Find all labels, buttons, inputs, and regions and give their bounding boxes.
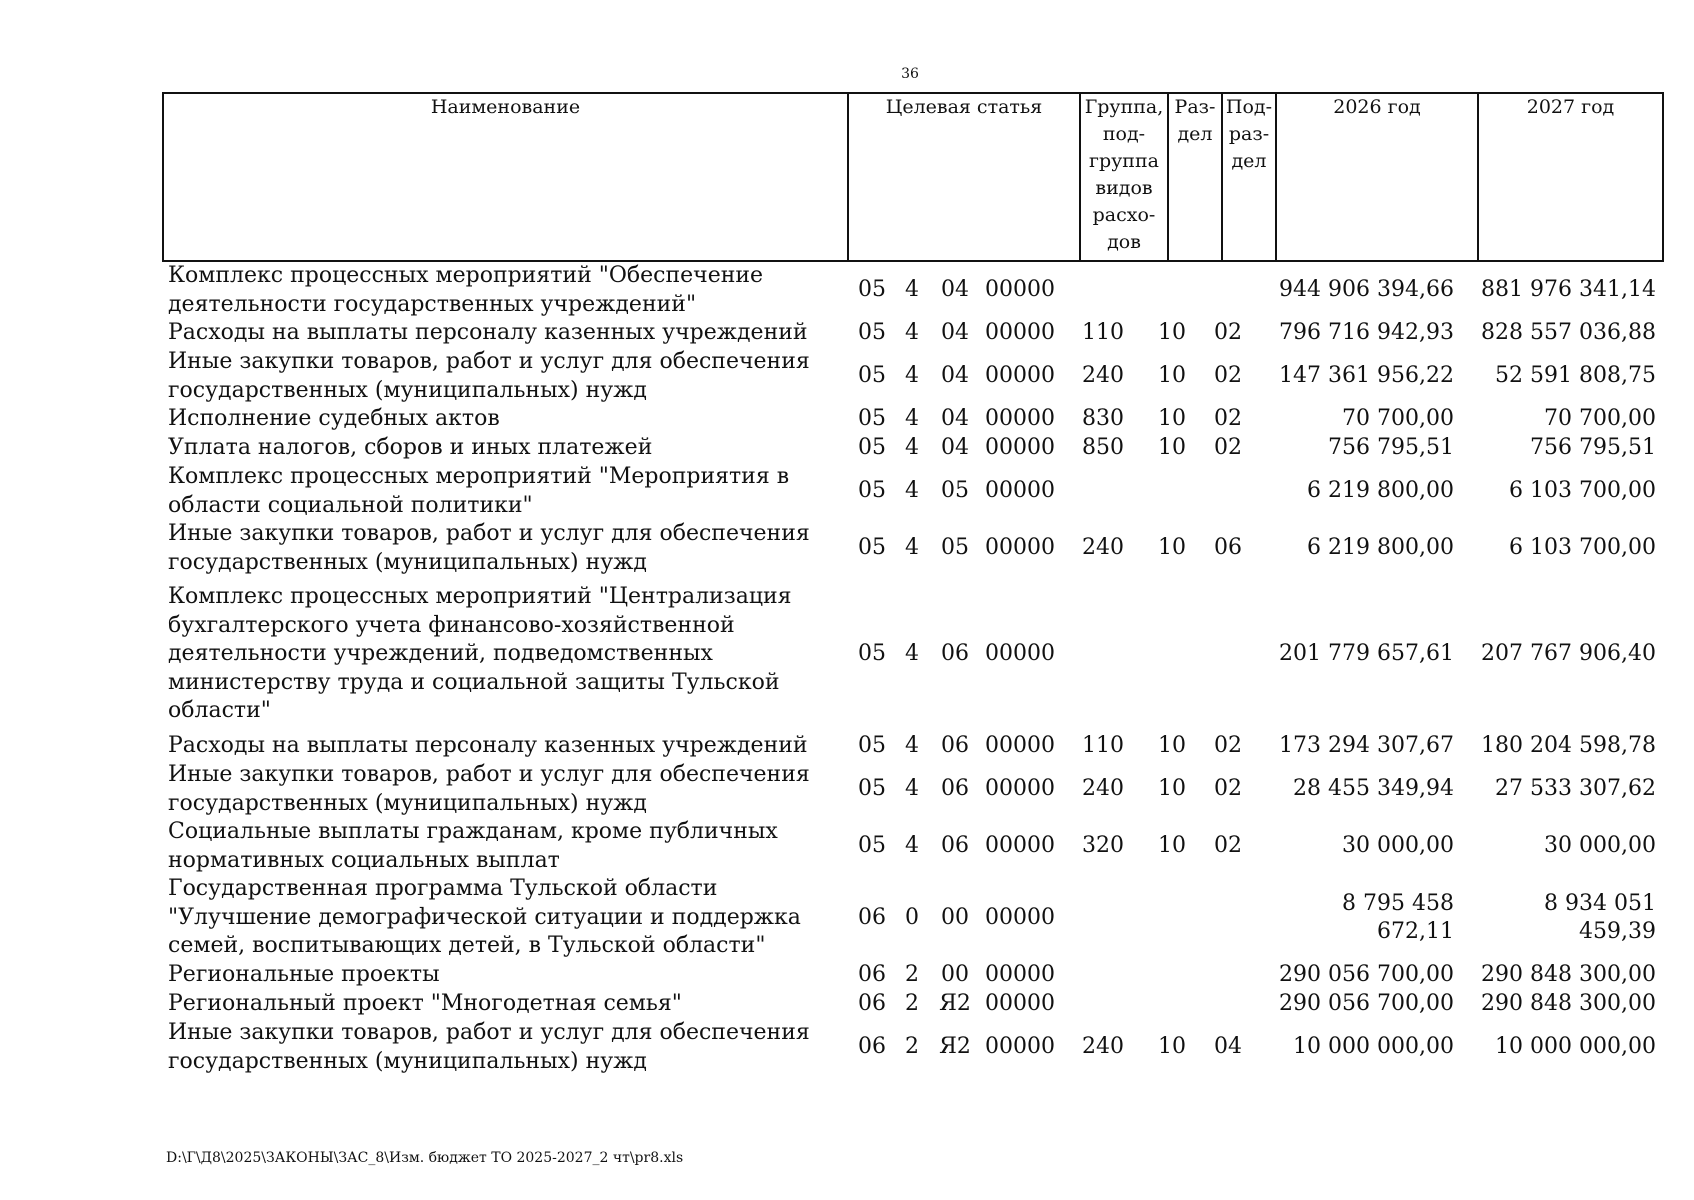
group-code: 240 bbox=[1082, 776, 1124, 802]
amount-2027: 756 795,51 bbox=[1530, 435, 1656, 461]
table-row bbox=[162, 818, 1662, 875]
target-code-3: 05 bbox=[941, 478, 969, 504]
name: Расходы на выплаты персоналу казенных учреждений bbox=[168, 733, 808, 759]
target-code-2: 4 bbox=[905, 833, 919, 859]
target-code-4: 00000 bbox=[985, 320, 1055, 346]
amount-2027: 290 848 300,00 bbox=[1481, 991, 1656, 1017]
target-code-4: 00000 bbox=[985, 962, 1055, 988]
subsection-code: 06 bbox=[1214, 535, 1242, 561]
target-code-3: Я2 bbox=[939, 991, 971, 1017]
table-row bbox=[162, 584, 1662, 724]
amount-2027: 8 934 051 459,39 bbox=[1544, 890, 1656, 944]
amount-2026: 6 219 800,00 bbox=[1307, 478, 1454, 504]
section-code: 10 bbox=[1158, 833, 1186, 859]
section-code: 10 bbox=[1158, 733, 1186, 759]
amount-2027: 828 557 036,88 bbox=[1481, 320, 1656, 346]
amount-2027: 30 000,00 bbox=[1544, 833, 1656, 859]
header-name: Наименование bbox=[163, 93, 848, 261]
group-code: 240 bbox=[1082, 535, 1124, 561]
subsection-code: 02 bbox=[1214, 320, 1242, 346]
target-code-3: 04 bbox=[941, 435, 969, 461]
target-code-3: 04 bbox=[941, 277, 969, 303]
target-code-1: 05 bbox=[858, 733, 886, 759]
section-code: 10 bbox=[1158, 406, 1186, 432]
target-code-2: 4 bbox=[905, 277, 919, 303]
name: Региональные проекты bbox=[168, 962, 440, 988]
target-code-1: 05 bbox=[858, 776, 886, 802]
header-target: Целевая статья bbox=[848, 93, 1080, 261]
table-row bbox=[162, 434, 1662, 463]
group-code: 240 bbox=[1082, 1034, 1124, 1060]
header-2026: 2026 год bbox=[1276, 93, 1478, 261]
header-2027: 2027 год bbox=[1478, 93, 1663, 261]
amount-2026: 6 219 800,00 bbox=[1307, 535, 1454, 561]
target-code-2: 4 bbox=[905, 733, 919, 759]
name: Уплата налогов, сборов и иных платежей bbox=[168, 435, 653, 461]
table-row bbox=[162, 319, 1662, 348]
target-code-1: 05 bbox=[858, 320, 886, 346]
amount-2026: 28 455 349,94 bbox=[1293, 776, 1454, 802]
target-code-3: 04 bbox=[941, 320, 969, 346]
subsection-code: 02 bbox=[1214, 406, 1242, 432]
header-group: Группа, под- группа видов расхо- дов bbox=[1080, 93, 1168, 261]
subsection-code: 04 bbox=[1214, 1034, 1242, 1060]
amount-2026: 944 906 394,66 bbox=[1279, 277, 1454, 303]
section-code: 10 bbox=[1158, 535, 1186, 561]
target-code-2: 4 bbox=[905, 406, 919, 432]
table-row bbox=[162, 405, 1662, 434]
amount-2026: 70 700,00 bbox=[1342, 406, 1454, 432]
table-row bbox=[162, 732, 1662, 761]
group-code: 850 bbox=[1082, 435, 1124, 461]
table-row bbox=[162, 520, 1662, 577]
target-code-4: 00000 bbox=[985, 406, 1055, 432]
target-code-3: 04 bbox=[941, 363, 969, 389]
target-code-1: 05 bbox=[858, 641, 886, 667]
target-code-3: 06 bbox=[941, 833, 969, 859]
name: Региональный проект "Многодетная семья" bbox=[168, 991, 682, 1017]
amount-2027: 6 103 700,00 bbox=[1509, 478, 1656, 504]
group-code: 830 bbox=[1082, 406, 1124, 432]
amount-2027: 6 103 700,00 bbox=[1509, 535, 1656, 561]
header-section: Раз- дел bbox=[1168, 93, 1222, 261]
amount-2026: 796 716 942,93 bbox=[1279, 320, 1454, 346]
target-code-2: 2 bbox=[905, 1034, 919, 1060]
amount-2027: 290 848 300,00 bbox=[1481, 962, 1656, 988]
target-code-2: 4 bbox=[905, 641, 919, 667]
target-code-3: Я2 bbox=[939, 1034, 971, 1060]
name: Комплекс процессных мероприятий "Централизация бухгалтерского учета финансово-хозяйственной деятельности учреждений, подведомственных министерству труда и социальной защиты Тульской области" bbox=[168, 584, 792, 724]
table-row bbox=[162, 348, 1662, 405]
amount-2027: 52 591 808,75 bbox=[1495, 363, 1656, 389]
group-code: 240 bbox=[1082, 363, 1124, 389]
target-code-1: 05 bbox=[858, 478, 886, 504]
amount-2026: 173 294 307,67 bbox=[1279, 733, 1454, 759]
target-code-3: 06 bbox=[941, 733, 969, 759]
target-code-2: 4 bbox=[905, 776, 919, 802]
file-path: D:\Г\Д8\2025\ЗАКОНЫ\ЗАС_8\Изм. бюджет ТО 2025-2027_2 чт\pr8.xls bbox=[166, 1150, 684, 1166]
section-code: 10 bbox=[1158, 1034, 1186, 1060]
target-code-1: 06 bbox=[858, 1034, 886, 1060]
target-code-4: 00000 bbox=[985, 1034, 1055, 1060]
target-code-3: 06 bbox=[941, 641, 969, 667]
table-row bbox=[162, 761, 1662, 818]
target-code-1: 05 bbox=[858, 435, 886, 461]
target-code-1: 05 bbox=[858, 833, 886, 859]
target-code-4: 00000 bbox=[985, 733, 1055, 759]
name: Иные закупки товаров, работ и услуг для обеспечения государственных (муниципальных) нужд bbox=[168, 762, 810, 816]
amount-2026: 147 361 956,22 bbox=[1279, 363, 1454, 389]
table-header bbox=[162, 92, 1664, 262]
name: Исполнение судебных актов bbox=[168, 406, 500, 432]
target-code-2: 2 bbox=[905, 991, 919, 1017]
amount-2027: 10 000 000,00 bbox=[1495, 1034, 1656, 1060]
target-code-3: 00 bbox=[941, 962, 969, 988]
name: Социальные выплаты гражданам, кроме публичных нормативных социальных выплат bbox=[168, 819, 778, 873]
target-code-1: 06 bbox=[858, 991, 886, 1017]
header-subsection: Под- раз- дел bbox=[1222, 93, 1276, 261]
name: Иные закупки товаров, работ и услуг для обеспечения государственных (муниципальных) нужд bbox=[168, 349, 810, 403]
target-code-3: 00 bbox=[941, 904, 969, 930]
target-code-4: 00000 bbox=[985, 641, 1055, 667]
name: Комплекс процессных мероприятий "Обеспечение деятельности государственных учреждений" bbox=[168, 263, 764, 317]
section-code: 10 bbox=[1158, 776, 1186, 802]
name: Комплекс процессных мероприятий "Мероприятия в области социальной политики" bbox=[168, 464, 790, 518]
amount-2026: 290 056 700,00 bbox=[1279, 991, 1454, 1017]
target-code-4: 00000 bbox=[985, 363, 1055, 389]
target-code-4: 00000 bbox=[985, 833, 1055, 859]
target-code-3: 06 bbox=[941, 776, 969, 802]
group-code: 320 bbox=[1082, 833, 1124, 859]
section-code: 10 bbox=[1158, 320, 1186, 346]
target-code-4: 00000 bbox=[985, 478, 1055, 504]
section-code: 10 bbox=[1158, 435, 1186, 461]
amount-2026: 8 795 458 672,11 bbox=[1342, 890, 1454, 944]
subsection-code: 02 bbox=[1214, 776, 1242, 802]
target-code-3: 05 bbox=[941, 535, 969, 561]
target-code-4: 00000 bbox=[985, 904, 1055, 930]
target-code-4: 00000 bbox=[985, 435, 1055, 461]
subsection-code: 02 bbox=[1214, 435, 1242, 461]
amount-2027: 180 204 598,78 bbox=[1481, 733, 1656, 759]
table-row bbox=[162, 463, 1662, 520]
table-row bbox=[162, 1019, 1662, 1076]
amount-2027: 881 976 341,14 bbox=[1481, 277, 1656, 303]
target-code-2: 0 bbox=[905, 904, 919, 930]
name: Расходы на выплаты персоналу казенных учреждений bbox=[168, 320, 808, 346]
group-code: 110 bbox=[1082, 733, 1124, 759]
target-code-1: 06 bbox=[858, 904, 886, 930]
target-code-2: 4 bbox=[905, 435, 919, 461]
target-code-1: 05 bbox=[858, 406, 886, 432]
target-code-1: 05 bbox=[858, 535, 886, 561]
target-code-2: 4 bbox=[905, 478, 919, 504]
target-code-4: 00000 bbox=[985, 277, 1055, 303]
section-code: 10 bbox=[1158, 363, 1186, 389]
amount-2026: 290 056 700,00 bbox=[1279, 962, 1454, 988]
name: Иные закупки товаров, работ и услуг для обеспечения государственных (муниципальных) нужд bbox=[168, 1020, 810, 1074]
subsection-code: 02 bbox=[1214, 833, 1242, 859]
group-code: 110 bbox=[1082, 320, 1124, 346]
amount-2026: 10 000 000,00 bbox=[1293, 1034, 1454, 1060]
name: Иные закупки товаров, работ и услуг для обеспечения государственных (муниципальных) нужд bbox=[168, 521, 810, 575]
amount-2027: 207 767 906,40 bbox=[1481, 641, 1656, 667]
table-row bbox=[162, 961, 1662, 990]
table-body bbox=[162, 262, 1662, 1076]
table-row bbox=[162, 990, 1662, 1019]
page-number: 36 bbox=[901, 66, 919, 82]
amount-2026: 756 795,51 bbox=[1328, 435, 1454, 461]
target-code-4: 00000 bbox=[985, 535, 1055, 561]
target-code-1: 05 bbox=[858, 277, 886, 303]
target-code-2: 2 bbox=[905, 962, 919, 988]
target-code-1: 05 bbox=[858, 363, 886, 389]
target-code-1: 06 bbox=[858, 962, 886, 988]
amount-2027: 70 700,00 bbox=[1544, 406, 1656, 432]
target-code-4: 00000 bbox=[985, 991, 1055, 1017]
amount-2026: 30 000,00 bbox=[1342, 833, 1454, 859]
amount-2026: 201 779 657,61 bbox=[1279, 641, 1454, 667]
target-code-4: 00000 bbox=[985, 776, 1055, 802]
amount-2027: 27 533 307,62 bbox=[1495, 776, 1656, 802]
target-code-2: 4 bbox=[905, 363, 919, 389]
subsection-code: 02 bbox=[1214, 733, 1242, 759]
table-row bbox=[162, 262, 1662, 319]
target-code-3: 04 bbox=[941, 406, 969, 432]
subsection-code: 02 bbox=[1214, 363, 1242, 389]
table-row bbox=[162, 875, 1662, 961]
name: Государственная программа Тульской области "Улучшение демографической ситуации и поддержка семей, воспитывающих детей, в Тульской области" bbox=[168, 876, 801, 959]
target-code-2: 4 bbox=[905, 320, 919, 346]
target-code-2: 4 bbox=[905, 535, 919, 561]
